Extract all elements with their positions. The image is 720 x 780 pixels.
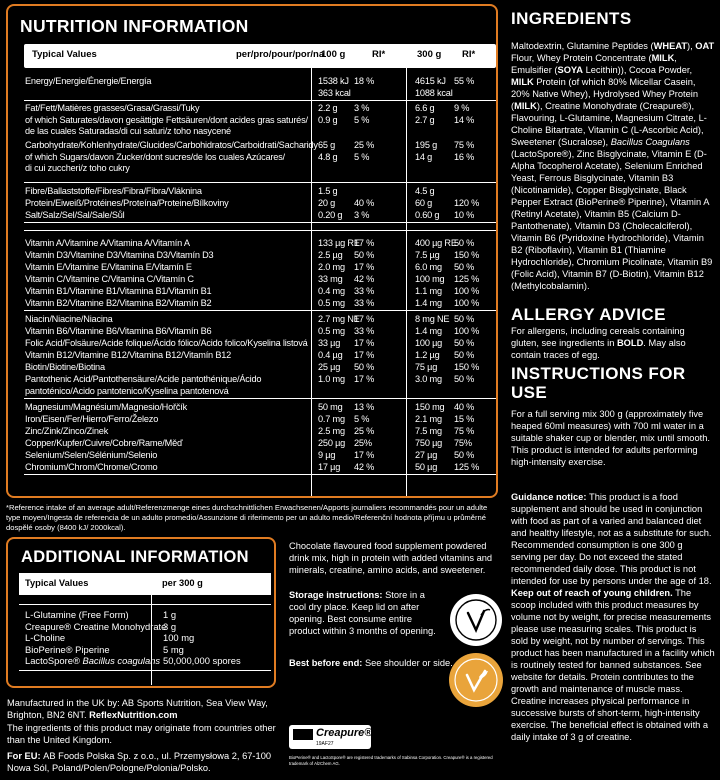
- additional-row-value: 3 g: [163, 620, 177, 632]
- nutrient-value: 75%: [454, 438, 472, 448]
- header-300g: 300 g: [417, 49, 442, 60]
- nutrient-value: 50 %: [354, 250, 375, 260]
- additional-header-per: per 300 g: [162, 578, 203, 588]
- creapure-mark-icon: [293, 729, 313, 740]
- nutrient-value: 20 g: [318, 198, 336, 208]
- nutrient-label: Fat/Fett/Matières grasses/Grasa/Grassi/Tuky: [25, 103, 200, 113]
- nutrient-value: 17 %: [354, 450, 375, 460]
- nutrient-value: 100 %: [454, 286, 480, 296]
- row-divider: [19, 670, 271, 671]
- nutrient-value: 50 %: [454, 314, 475, 324]
- nutrient-value: 150 %: [454, 362, 480, 372]
- row-divider: [19, 604, 271, 605]
- nutrient-label: Chromium/Chrom/Chrome/Cromo: [25, 462, 158, 472]
- nutrient-label: Copper/Kupfer/Cuivre/Cobre/Rame/Měď: [25, 438, 183, 448]
- nutrient-value: 0.60 g: [415, 210, 440, 220]
- nutrient-value: 33 %: [354, 286, 375, 296]
- nutrient-value: 75 µg: [415, 362, 438, 372]
- leaf-v-icon: [449, 653, 503, 707]
- column-divider: [311, 68, 312, 498]
- nutrient-value: 100 %: [454, 326, 480, 336]
- header-100g: 100 g: [321, 49, 346, 60]
- nutrient-value: 33 mg: [318, 274, 343, 284]
- nutrient-value: 60 g: [415, 198, 433, 208]
- nutrient-value: 1538 kJ: [318, 76, 349, 86]
- nutrient-value: 6.0 mg: [415, 262, 442, 272]
- nutrient-value: 1.4 mg: [415, 326, 442, 336]
- product-description: Chocolate flavoured food supplement powdered drink mix, high in protein with added vitamins and minerals, creatine, amino acids, and sweetener.: [289, 541, 493, 575]
- allergy-text: For allergens, including cereals containing gluten, see ingredients in BOLD. May also contain traces of egg.: [511, 326, 686, 360]
- best-before-label: Best before end:: [289, 658, 365, 668]
- nutrient-value: 14 g: [415, 151, 433, 162]
- nutrient-label: Iron/Eisen/Fer/Hierro/Ferro/Železo: [25, 414, 159, 424]
- additional-row-label: LactoSpore® Bacillus coagulans: [25, 655, 161, 666]
- nutrient-value: 9 %: [454, 103, 470, 113]
- nutrient-value: 13 %: [354, 402, 375, 412]
- nutrient-value: 133 µg RE: [318, 238, 360, 248]
- nutrient-value: 0.7 mg: [318, 414, 345, 424]
- nutrient-value: 120 %: [454, 198, 480, 208]
- nutrient-label: di cui zuccheri/z toho cukry: [25, 163, 130, 173]
- vegetarian-society-badge: [449, 653, 503, 707]
- nutrient-value: 400 µg RE: [415, 238, 457, 248]
- nutrient-label: Vitamin E/Vitamine E/Vitamina E/Vitamín E: [25, 262, 192, 272]
- guidance-notice: [511, 491, 715, 743]
- header-ri-2: RI*: [462, 49, 476, 60]
- nutrient-label: pantoténico/Acido pantotenico/Kyselina pantotenová: [25, 386, 229, 396]
- additional-row-label: L-Glutamine (Free Form): [25, 609, 129, 620]
- nutrient-value: 2.5 mg: [318, 426, 345, 436]
- nutrient-value: 50 µg: [415, 462, 438, 472]
- nutrient-label: Vitamin B1/Vitamine B1/Vitamina B1/Vitamín B1: [25, 286, 212, 296]
- nutrient-value: 25 %: [354, 426, 375, 436]
- ri-footnote: *Reference intake of an average adult/Referenzmenge eines durchschnittlichen Erwachsenen/Apports journaliers recommandés pour un adulte type moyen/Ingesta de referencia de un adulto promedio/Assunzione di riferimento per un adulto medio/Referenční hodnota příjmu u průměrné dospělé osoby (8400 kJ/ 2000kcal).: [6, 503, 488, 532]
- nutrient-label: Selenium/Selen/Sélénium/Selenio: [25, 450, 158, 460]
- nutrient-value: 7.5 mg: [415, 426, 442, 436]
- nutrient-value: 25 %: [354, 140, 375, 150]
- nutrient-value: 50 %: [454, 374, 475, 384]
- nutrient-value: 0.20 g: [318, 210, 343, 220]
- nutrient-value: 4.8 g: [318, 151, 338, 162]
- nutrient-value: 75 %: [454, 140, 475, 150]
- eu-text: AB Foods Polska Sp. z o.o., ul. Przemysłowa 2, 67-100 Nowa Sól, Poland/Polen/Pologne/Polonia/Polsko.: [7, 751, 272, 773]
- instructions-title: INSTRUCTIONS FOR USE: [511, 364, 686, 402]
- creapure-code: 19AF27: [316, 741, 334, 747]
- vegetarian-badge: [450, 594, 502, 646]
- nutrient-value: 42 %: [354, 274, 375, 284]
- nutrient-label: Energy/Energie/Énergie/Energía: [25, 76, 152, 86]
- nutrient-value: 150 %: [454, 250, 480, 260]
- nutrient-value: 10 %: [454, 210, 475, 220]
- additional-row-value: 1 g: [163, 609, 177, 620]
- nutrient-value: 25%: [354, 438, 372, 448]
- nutrition-panel: [6, 4, 498, 498]
- nutrient-value: 17 %: [354, 350, 375, 360]
- nutrient-value: 55 %: [454, 76, 475, 86]
- nutrient-value: 2.0 mg: [318, 262, 345, 272]
- creapure-wordmark: Creapure®: [316, 727, 373, 739]
- nutrient-value: 2.7 g: [415, 114, 435, 125]
- additional-header: [19, 573, 271, 595]
- nutrient-value: 4615 kJ: [415, 76, 446, 86]
- nutrient-value: 100 µg: [415, 338, 443, 348]
- nutrient-value: 17 %: [354, 338, 375, 348]
- nutrient-label: Vitamin B12/Vitamine B12/Vitamina B12/Vitamín B12: [25, 350, 232, 360]
- nutrient-value: 2.1 mg: [415, 414, 442, 424]
- nutrient-value: 2.5 µg: [318, 250, 343, 260]
- nutrient-value: 40 %: [354, 198, 375, 208]
- ingredients-title: INGREDIENTS: [511, 9, 632, 28]
- additional-row-value: 100 mg: [163, 632, 195, 643]
- nutrient-value: 17 %: [354, 238, 375, 248]
- manufacturer-text: Manufactured in the UK by: AB Sports Nutrition, Sea View Way, Brighton, BN2 6NT.: [7, 698, 268, 720]
- nutrient-value: 4.5 g: [415, 186, 435, 196]
- nutrient-label: Niacin/Niacine/Niacina: [25, 314, 113, 324]
- nutrient-value: 14 %: [454, 114, 475, 125]
- nutrient-value: 7.5 µg: [415, 250, 440, 260]
- storage-label: Storage instructions:: [289, 590, 386, 600]
- nutrient-value: 18 %: [354, 76, 375, 86]
- nutrient-label: Vitamin D3/Vitamine D3/Vitamina D3/Vitamín D3: [25, 250, 214, 260]
- nutrient-value: 5 %: [354, 114, 370, 125]
- nutrient-value: 5 %: [354, 414, 370, 424]
- nutrient-value: 8 mg NE: [415, 314, 450, 324]
- nutrient-label: Zinc/Zink/Zinco/Zinek: [25, 426, 109, 436]
- nutrient-value: 50 %: [454, 450, 475, 460]
- nutrient-label: Carbohydrate/Kohlenhydrate/Glucides/Carbohidratos/Carboidrati/Sacharidy: [25, 140, 318, 150]
- nutrient-label: Salt/Salz/Sel/Sal/Sale/Sůl: [25, 210, 125, 220]
- nutrient-value: 1.0 mg: [318, 374, 345, 384]
- nutrient-label: Magnesium/Magnésium/Magnesio/Hořčík: [25, 402, 188, 412]
- nutrient-label: Vitamin C/Vitamine C/Vitamina C/Vitamín C: [25, 274, 194, 284]
- nutrient-value: 15 %: [454, 414, 475, 424]
- nutrient-value: 0.5 mg: [318, 326, 345, 336]
- guidance-label: Guidance notice:: [511, 492, 590, 502]
- nutrient-label: Vitamin A/Vitamine A/Vitamina A/Vitamín A: [25, 238, 190, 248]
- nutrient-value: 1088 kcal: [415, 88, 453, 98]
- header-typical-values: Typical Values: [32, 49, 97, 60]
- guidance-warning: Keep out of reach of young children.: [511, 588, 673, 598]
- additional-row-label: BioPerine® Piperine: [25, 643, 110, 655]
- nutrient-label: Vitamin B6/Vitamine B6/Vitamina B6/Vitamín B6: [25, 326, 212, 336]
- nutrient-label: Vitamin B2/Vitamine B2/Vitamina B2/Vitamín B2: [25, 298, 212, 308]
- nutrient-value: 16 %: [454, 151, 475, 162]
- nutrient-value: 27 µg: [415, 450, 438, 460]
- nutrient-value: 17 µg: [318, 462, 341, 472]
- row-divider: [24, 474, 496, 475]
- nutrient-value: 40 %: [454, 402, 475, 412]
- nutrient-value: 0.4 µg: [318, 350, 343, 360]
- nutrient-label: Pantothenic Acid/Pantothensäure/Acide pantothénique/Ácido: [25, 374, 262, 384]
- nutrient-value: 150 mg: [415, 402, 445, 412]
- nutrient-label: Biotin/Biotine/Biotina: [25, 362, 105, 372]
- nutrient-value: 1.2 µg: [415, 350, 440, 360]
- additional-row-value: 5 mg: [163, 643, 184, 655]
- nutrient-value: 42 %: [354, 462, 375, 472]
- nutrient-value: 750 µg: [415, 438, 443, 448]
- additional-row-label: L-Choline: [25, 632, 66, 643]
- nutrient-value: 1.1 mg: [415, 286, 442, 296]
- nutrient-value: 17 %: [354, 374, 375, 384]
- best-before-text: See shoulder or side.: [364, 658, 453, 668]
- nutrient-value: 5 %: [354, 151, 370, 162]
- nutrient-value: 17 %: [354, 262, 375, 272]
- guidance-text: This product is a food supplement and should be used in conjunction with food as part of a varied and balanced diet and healthy lifestyle, not as a substitute for such. Recommended consumption is one 300 g serving per day. Do not exceed the stated recommended daily dose. This product is not intended for use by persons under the age of 18.: [511, 492, 712, 586]
- nutrient-value: 50 %: [354, 362, 375, 372]
- nutrient-value: 363 kcal: [318, 88, 351, 98]
- nutrient-value: 125 %: [454, 274, 480, 284]
- nutrient-value: 3 %: [354, 103, 370, 113]
- nutrient-label: of which Saturates/davon gesättigte Fettsäuren/dont acides gras saturés/: [25, 114, 308, 125]
- creapure-logo: [289, 725, 371, 749]
- eu-address: [7, 750, 277, 774]
- nutrient-value: 0.9 g: [318, 114, 338, 125]
- website-link[interactable]: ReflexNutrition.com: [89, 710, 178, 720]
- nutrient-value: 17 %: [354, 314, 375, 324]
- additional-row-label: Creapure® Creatine Monohydrate: [25, 620, 167, 632]
- additional-information-panel: [6, 537, 276, 688]
- nutrient-value: 1.4 mg: [415, 298, 442, 308]
- nutrient-value: 50 %: [454, 238, 475, 248]
- nutrition-header: [24, 44, 496, 68]
- nutrient-value: 50 %: [454, 338, 475, 348]
- nutrient-value: 2.2 g: [318, 103, 338, 113]
- nutrition-title: NUTRITION INFORMATION: [20, 16, 249, 36]
- allergy-title: ALLERGY ADVICE: [511, 305, 666, 324]
- row-divider: [24, 100, 496, 101]
- instructions-text: For a full serving mix 300 g (approximately five heaped 60ml measures) with 700 ml water in a suitable shaker cup or blender, mix until smooth. This product is intended for adults performing high-intensity exercise.: [511, 409, 710, 467]
- nutrient-value: 195 g: [415, 140, 437, 150]
- nutrient-value: 50 %: [454, 350, 475, 360]
- origin-note: The ingredients of this product may originate from countries other than the United Kingdom.: [7, 723, 276, 745]
- nutrient-value: 50 %: [454, 262, 475, 272]
- guidance-text-continued: The scoop included with this product measures by volume not by weight, for precise measurements please use measuring scales. This product is sold by weight, not by number of servings. This product has been manufactured in a facility which is routinely tested for banned substances. See website for details. Protein contributes to the growth and maintenance of muscle mass. Creatine increases physical performance in successive bursts of short-term, high-intensity exercise. The beneficial effect is obtained with a daily intake of 3 g of creatine.: [511, 588, 715, 742]
- nutrient-value: 0.4 mg: [318, 286, 345, 296]
- header-ri-1: RI*: [372, 49, 386, 60]
- nutrient-value: 1.5 g: [318, 186, 338, 196]
- nutrient-value: 50 mg: [318, 402, 343, 412]
- nutrient-value: 3 %: [354, 210, 370, 220]
- additional-header-label: Typical Values: [25, 578, 89, 588]
- nutrient-value: 33 %: [354, 298, 375, 308]
- additional-row-value: 50,000,000 spores: [163, 655, 241, 666]
- additional-title: ADDITIONAL INFORMATION: [21, 548, 249, 566]
- eu-label: For EU:: [7, 751, 44, 761]
- manufacturer-address: [7, 697, 277, 721]
- nutrient-value: 100 mg: [415, 274, 445, 284]
- nutrient-label: Folic Acid/Folsäure/Acide folique/Ácido fólico/Acido folico/Kyselina listová: [25, 338, 308, 348]
- nutrient-value: 0.5 mg: [318, 298, 345, 308]
- column-divider: [406, 68, 407, 498]
- nutrient-label: of which Sugars/davon Zucker/dont sucres/de los cuales Azúcares/: [25, 151, 285, 162]
- row-divider: [24, 310, 496, 311]
- ingredients-text: Maltodextrin, Glutamine Peptides (WHEAT), OAT Flour, Whey Protein Concentrate (MILK, Emulsifier (SOYA Lecithin)), Cocoa Powder, MILK Protein (of which 80% Micellar Casein, 20% Native Whey), Hydrolysed Whey Protein (MILK), Creatine Monohydrate (Creapure®), Flavouring, L-Glutamine, Magnesium Citrate, L-Choline Bitartrate, Vitamin C (L-Ascorbic Acid), Sweetener (Sucralose), Bacillus Coagulans (LactoSpore®), Zinc Bisglycinate, Vitamin E (D-Alpha Tocopherol Acetate), Selenium Enriched Yeast, Ferrous Bisglycinate, Vitamin B3 (Nicotinamide), Copper Bisglycinate, Black Pepper Extract (BioPerine® Piperine), Vitamin A (Retinyl Acetate), Vitamin B5 (Calcium D-Pantothenate), Vitamin D3 (Cholecalciferol), Vitamin B6 (Pyridoxine Hydrochloride), Vitamin B2 (Riboflavin), Vitamin B1 (Thiamine Hydrochloride), Chromium Picolinate, Vitamin B9 (Folic Acid), Vitamin B7 (D-Biotin), Vitamin B12 (Methylcobalamin).: [511, 41, 715, 291]
- nutrient-value: 6.6 g: [415, 103, 435, 113]
- trademark-note: BioPerine® and LactoSpore® are registered trademarks of Sabinsa Corporation. Creapure® is a registered trademark of AlzChem AG.: [289, 755, 493, 766]
- column-divider: [151, 595, 152, 685]
- nutrient-label: Fibre/Ballaststoffe/Fibres/Fibra/Fibra/Vláknina: [25, 186, 202, 196]
- storage-text: Store in a cool dry place. Keep lid on after opening. Best consume entire product within 3 months of opening.: [289, 590, 436, 636]
- nutrient-value: 100 %: [454, 298, 480, 308]
- nutrient-value: 25 µg: [318, 362, 341, 372]
- row-divider: [24, 222, 496, 223]
- nutrient-value: 65 g: [318, 140, 336, 150]
- nutrient-value: 33 %: [354, 326, 375, 336]
- nutrient-value: 125 %: [454, 462, 480, 472]
- nutrient-value: 3.0 mg: [415, 374, 442, 384]
- nutrient-value: 2.7 mg NE: [318, 314, 360, 324]
- nutrient-value: 9 µg: [318, 450, 336, 460]
- header-per: per/pro/pour/por/na: [236, 49, 325, 60]
- row-divider: [24, 182, 496, 183]
- nutrient-value: 250 µg: [318, 438, 346, 448]
- storage-instructions: [289, 589, 439, 637]
- nutrient-label: Protein/Eiweiß/Protéines/Proteína/Proteine/Bílkoviny: [25, 198, 229, 208]
- row-divider: [24, 398, 496, 399]
- vegetarian-v-icon: [450, 594, 502, 646]
- nutrient-value: 33 µg: [318, 338, 341, 348]
- nutrient-value: 75 %: [454, 426, 475, 436]
- row-divider: [24, 230, 496, 231]
- nutrient-label: de las cuales Saturadas/di cui saturi/z toho nasycené: [25, 126, 231, 136]
